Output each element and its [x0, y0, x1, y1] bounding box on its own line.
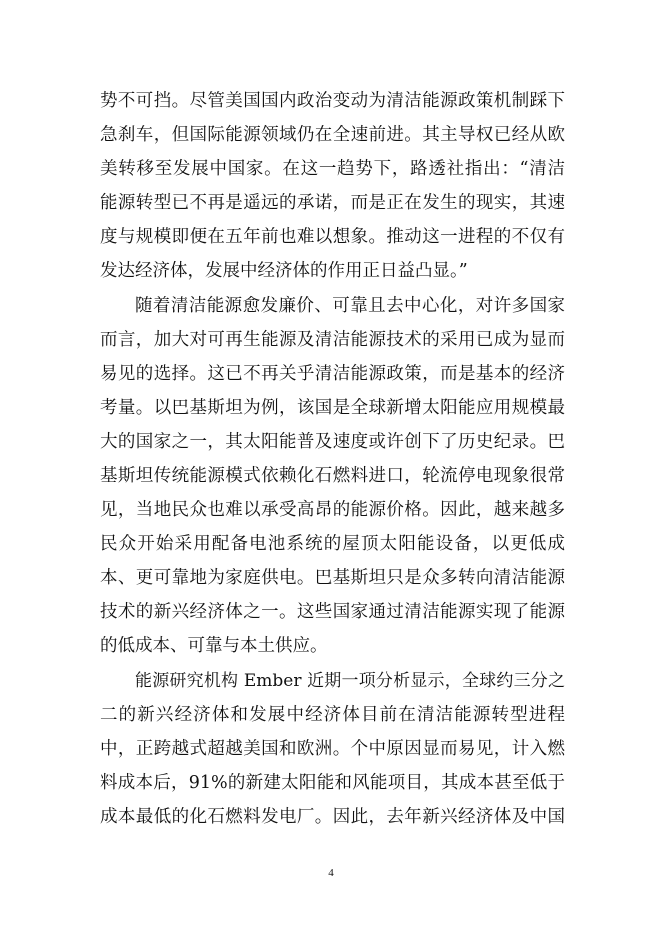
- text-line: 考量。以巴基斯坦为例，该国是全球新增太阳能应用规模最: [100, 398, 565, 418]
- text-line: 成本最低的化石燃料发电厂。因此，去年新兴经济体及中国: [100, 807, 565, 827]
- text-line: 见，当地民众也难以承受高昂的能源价格。因此，越来越多: [100, 500, 565, 520]
- text-line: 势不可挡。尽管美国国内政治变动为清洁能源政策机制踩下: [100, 91, 565, 111]
- text-line: 料成本后，91%的新建太阳能和风能项目，其成本甚至低于: [100, 773, 565, 793]
- text-line: 的低成本、可靠与本土供应。: [100, 636, 328, 656]
- text-line: 发达经济体，发展中经济体的作用正日益凸显。”: [100, 261, 468, 281]
- text-line: 基斯坦传统能源模式依赖化石燃料进口，轮流停电现象很常: [100, 466, 565, 486]
- text-line: 中，正跨越式超越美国和欧洲。个中原因显而易见，计入燃: [100, 739, 565, 759]
- text-line: 二的新兴经济体和发展中经济体目前在清洁能源转型进程: [100, 705, 565, 725]
- page-number: 4: [328, 867, 334, 879]
- text-line: 而言，加大对可再生能源及清洁能源技术的采用已成为显而: [100, 330, 565, 350]
- text-line: 美转移至发展中国家。在这一趋势下，路透社指出：“清洁: [100, 159, 565, 179]
- paragraph-first-line: 能源研究机构 Ember 近期一项分析显示，全球约三分之: [135, 671, 565, 691]
- text-line: 度与规模即便在五年前也难以想象。推动这一进程的不仅有: [100, 227, 565, 247]
- text-line: 民众开始采用配备电池系统的屋顶太阳能设备，以更低成: [100, 534, 565, 554]
- text-line: 大的国家之一，其太阳能普及速度或许创下了历史纪录。巴: [100, 432, 565, 452]
- paragraph-first-line: 随着清洁能源愈发廉价、可靠且去中心化，对许多国家: [135, 296, 565, 316]
- text-line: 能源转型已不再是遥远的承诺，而是正在发生的现实，其速: [100, 193, 565, 213]
- text-line: 本、更可靠地为家庭供电。巴基斯坦只是众多转向清洁能源: [100, 568, 565, 588]
- text-line: 技术的新兴经济体之一。这些国家通过清洁能源实现了能源: [100, 602, 565, 622]
- text-line: 易见的选择。这已不再关乎清洁能源政策，而是基本的经济: [100, 364, 565, 384]
- text-line: 急刹车，但国际能源领域仍在全速前进。其主导权已经从欧: [100, 125, 565, 145]
